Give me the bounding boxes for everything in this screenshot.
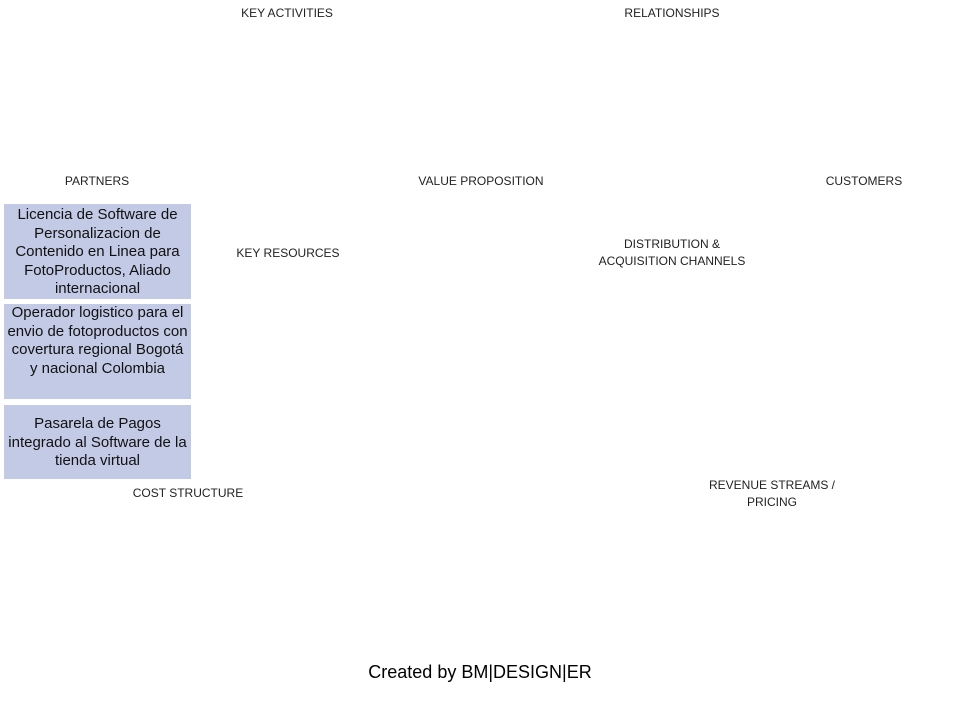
value-proposition-heading: VALUE PROPOSITION: [418, 174, 544, 188]
partners-heading: PARTNERS: [64, 174, 130, 188]
footer-credit: Created by BM|DESIGN|ER: [368, 662, 592, 682]
key-activities-heading: KEY ACTIVITIES: [241, 6, 333, 20]
customers-heading: CUSTOMERS: [825, 174, 903, 188]
cost-structure-heading: COST STRUCTURE: [132, 486, 244, 500]
key-resources-heading: KEY RESOURCES: [236, 246, 340, 260]
partner-note-logistics-operator: Operador logistico para el envio de fotoproductos con covertura regional Bogotá y nacional Colombia: [4, 304, 191, 399]
partner-note-software-license: Licencia de Software de Personalizacion de Contenido en Linea para FotoProductos, Aliado internacional: [4, 204, 191, 299]
revenue-streams-heading: REVENUE STREAMS / PRICING: [708, 478, 836, 509]
distribution-channels-heading: DISTRIBUTION & ACQUISITION CHANNELS: [598, 237, 746, 268]
partner-note-payment-gateway: Pasarela de Pagos integrado al Software de la tienda virtual: [4, 405, 191, 479]
relationships-heading: RELATIONSHIPS: [624, 6, 720, 20]
